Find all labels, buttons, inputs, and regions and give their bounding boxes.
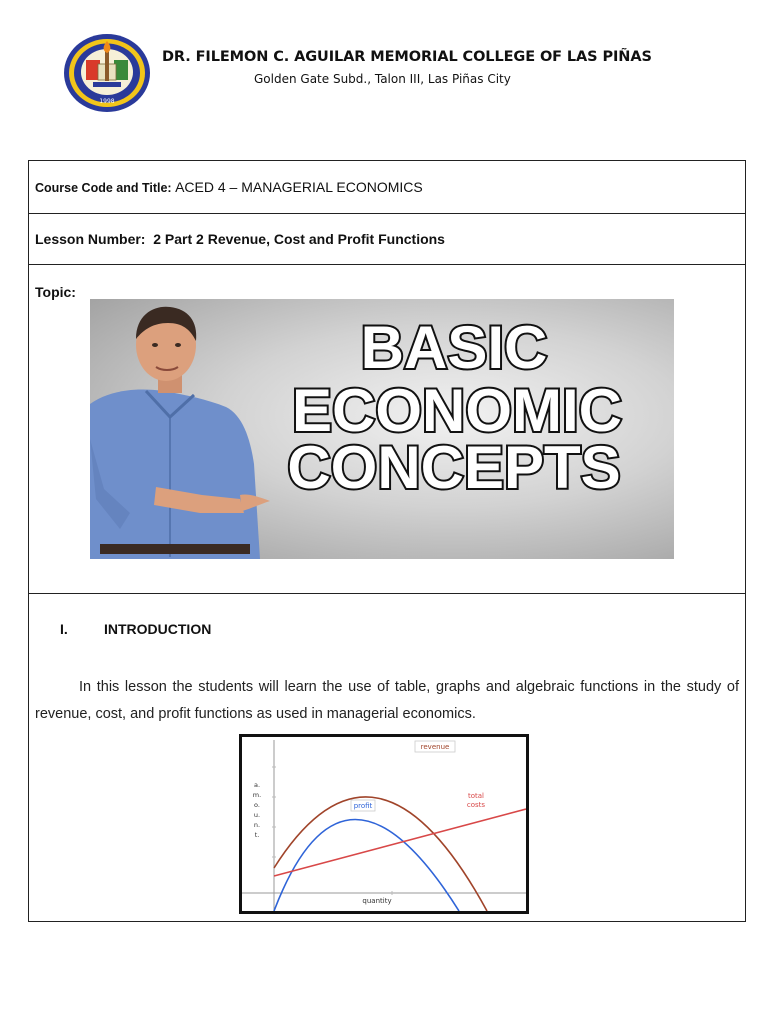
svg-text:a.: a.	[253, 781, 261, 789]
banner-line-1: BASIC	[360, 314, 548, 381]
svg-text:t.: t.	[254, 831, 260, 839]
course-line	[35, 179, 423, 195]
lesson-row	[29, 214, 745, 265]
profit-label: profit	[353, 802, 373, 810]
revenue-label: revenue	[420, 743, 450, 751]
lesson-table	[28, 160, 746, 922]
y-axis-label	[253, 781, 261, 839]
introduction-row	[29, 594, 745, 921]
svg-text:o.: o.	[254, 801, 260, 809]
college-logo	[62, 32, 152, 114]
college-address: Golden Gate Subd., Talon III, Las Piñas City	[254, 72, 511, 86]
logo-year: 1998	[99, 98, 115, 105]
introduction-paragraph: In this lesson the students will learn the use of table, graphs and algebraic functions in the study of revenue, cost, and profit functions as used in managerial economics.	[35, 679, 739, 722]
course-row	[29, 161, 745, 214]
lesson-label: Lesson Number:	[35, 231, 146, 247]
topic-label: Topic:	[35, 284, 76, 300]
course-label: Course Code and Title:	[35, 181, 172, 195]
svg-text:n.: n.	[253, 821, 261, 829]
revenue-curve	[274, 797, 487, 911]
college-name: DR. FILEMON C. AGUILAR MEMORIAL COLLEGE OF LAS PIÑAS	[162, 49, 652, 65]
revenue-cost-profit-graph	[239, 734, 529, 914]
x-axis-label: quantity	[362, 897, 392, 905]
introduction-heading	[60, 621, 211, 637]
lesson-value: 2 Part 2 Revenue, Cost and Profit Functions	[153, 231, 445, 247]
banner-title	[287, 314, 622, 501]
topic-row	[29, 265, 745, 594]
svg-text:m.: m.	[252, 791, 262, 799]
topic-banner-image	[90, 299, 674, 559]
total-costs-label-line2: costs	[466, 801, 486, 809]
lesson-line	[35, 231, 445, 247]
section-title: INTRODUCTION	[104, 621, 212, 637]
presenter-figure	[90, 307, 270, 559]
total-costs-label-line1: total	[467, 792, 485, 800]
svg-text:u.: u.	[253, 811, 261, 819]
section-number: I.	[60, 621, 68, 637]
banner-line-2: ECONOMIC	[292, 377, 622, 444]
banner-line-3: CONCEPTS	[287, 434, 621, 501]
course-value: ACED 4 – MANAGERIAL ECONOMICS	[175, 179, 423, 195]
